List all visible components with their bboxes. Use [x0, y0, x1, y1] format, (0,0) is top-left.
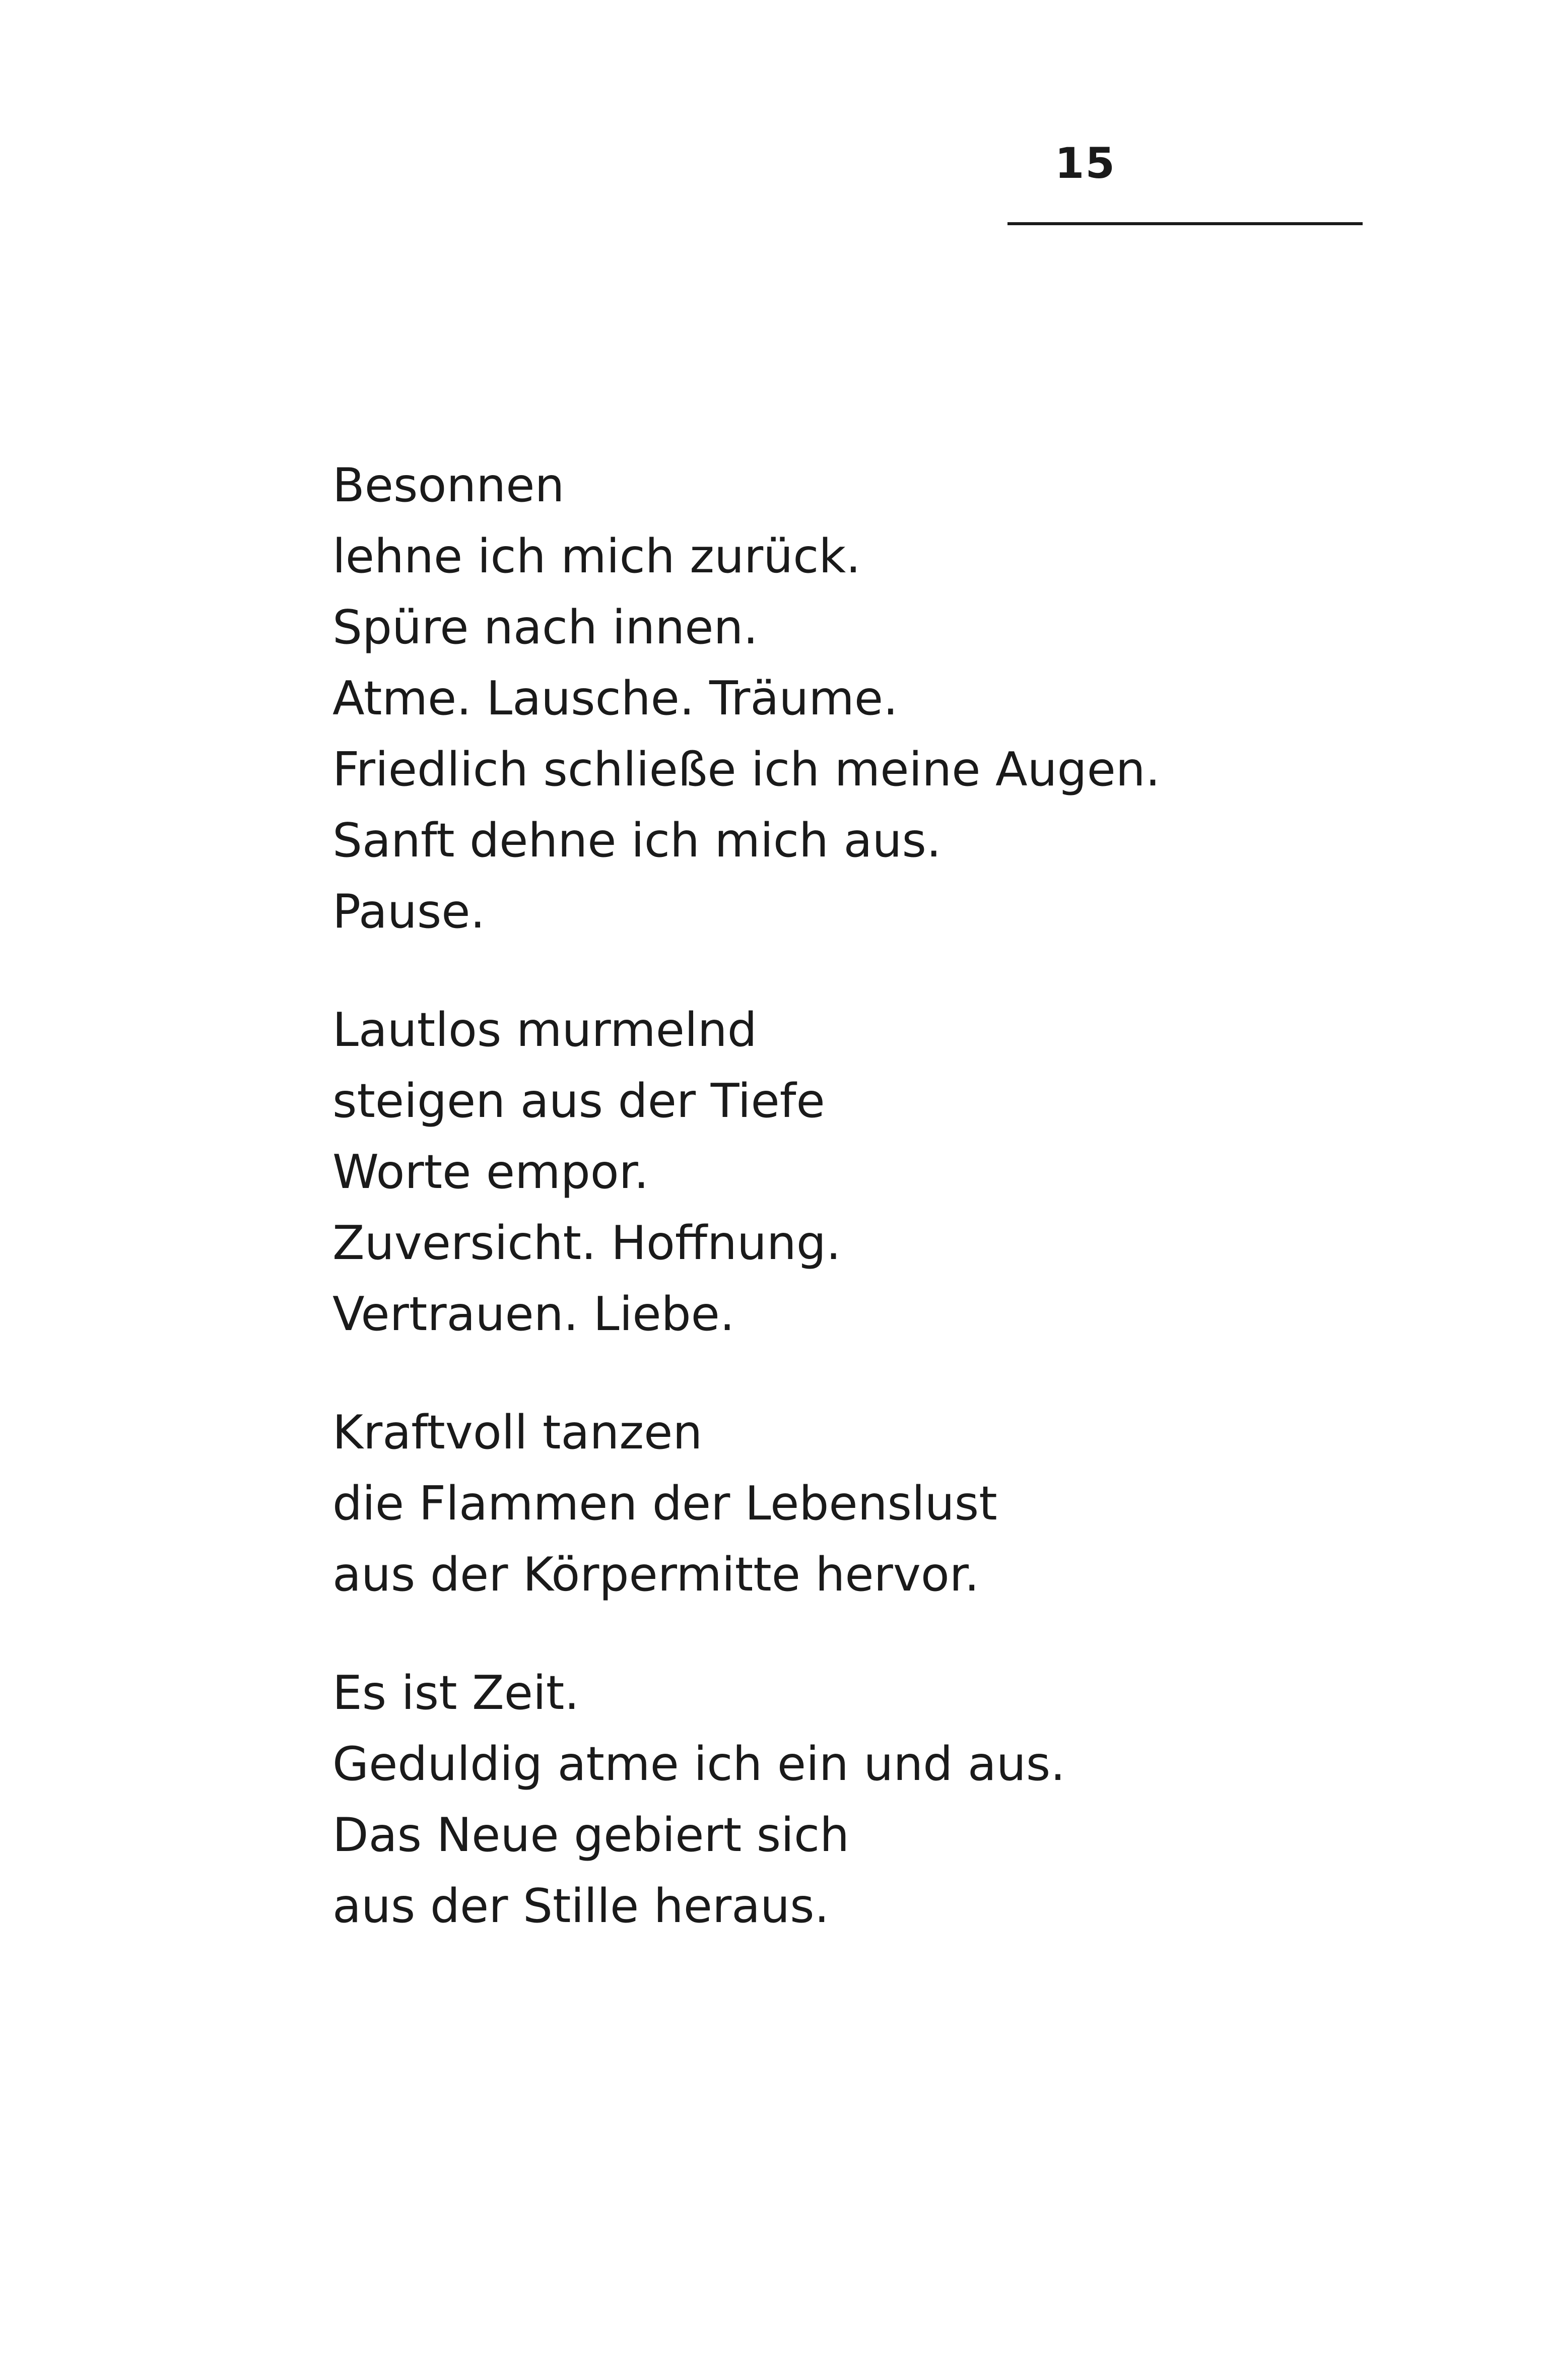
poem-line: Spüre nach innen. [332, 600, 758, 654]
poem-line: Das Neue gebiert sich [332, 1808, 850, 1862]
poem-line: Es ist Zeit. [332, 1666, 579, 1720]
stanza-4 [332, 1658, 1441, 1942]
poem-line: Besonnen [332, 458, 565, 512]
stanza-1 [332, 450, 1441, 947]
poem-line: Friedlich schließe ich meine Augen. [332, 742, 1161, 797]
poem-line: Pause. [332, 884, 486, 939]
poem-line: Geduldig atme ich ein und aus. [332, 1737, 1065, 1791]
poem-line: Sanft dehne ich mich aus. [332, 813, 941, 868]
poem [332, 450, 1441, 1989]
poem-line: Zuversicht. Hoffnung. [332, 1216, 841, 1270]
poem-line: aus der Stille heraus. [332, 1879, 830, 1933]
stanza-3 [332, 1397, 1441, 1610]
poem-line: Atme. Lausche. Träume. [332, 671, 898, 725]
poem-line: Worte empor. [332, 1145, 649, 1199]
page-number: 15 [1055, 139, 1116, 188]
header-rule [1007, 222, 1363, 225]
poem-line: lehne ich mich zurück. [332, 529, 861, 583]
stanza-2 [332, 995, 1441, 1350]
poem-line: steigen aus der Tiefe [332, 1074, 825, 1128]
poem-line: Vertrauen. Liebe. [332, 1287, 735, 1341]
poem-line: die Flammen der Lebenslust [332, 1476, 997, 1531]
poem-line: Kraftvoll tanzen [332, 1405, 703, 1460]
poem-line: Lautlos murmelnd [332, 1003, 757, 1057]
poem-line: aus der Körpermitte hervor. [332, 1547, 980, 1602]
